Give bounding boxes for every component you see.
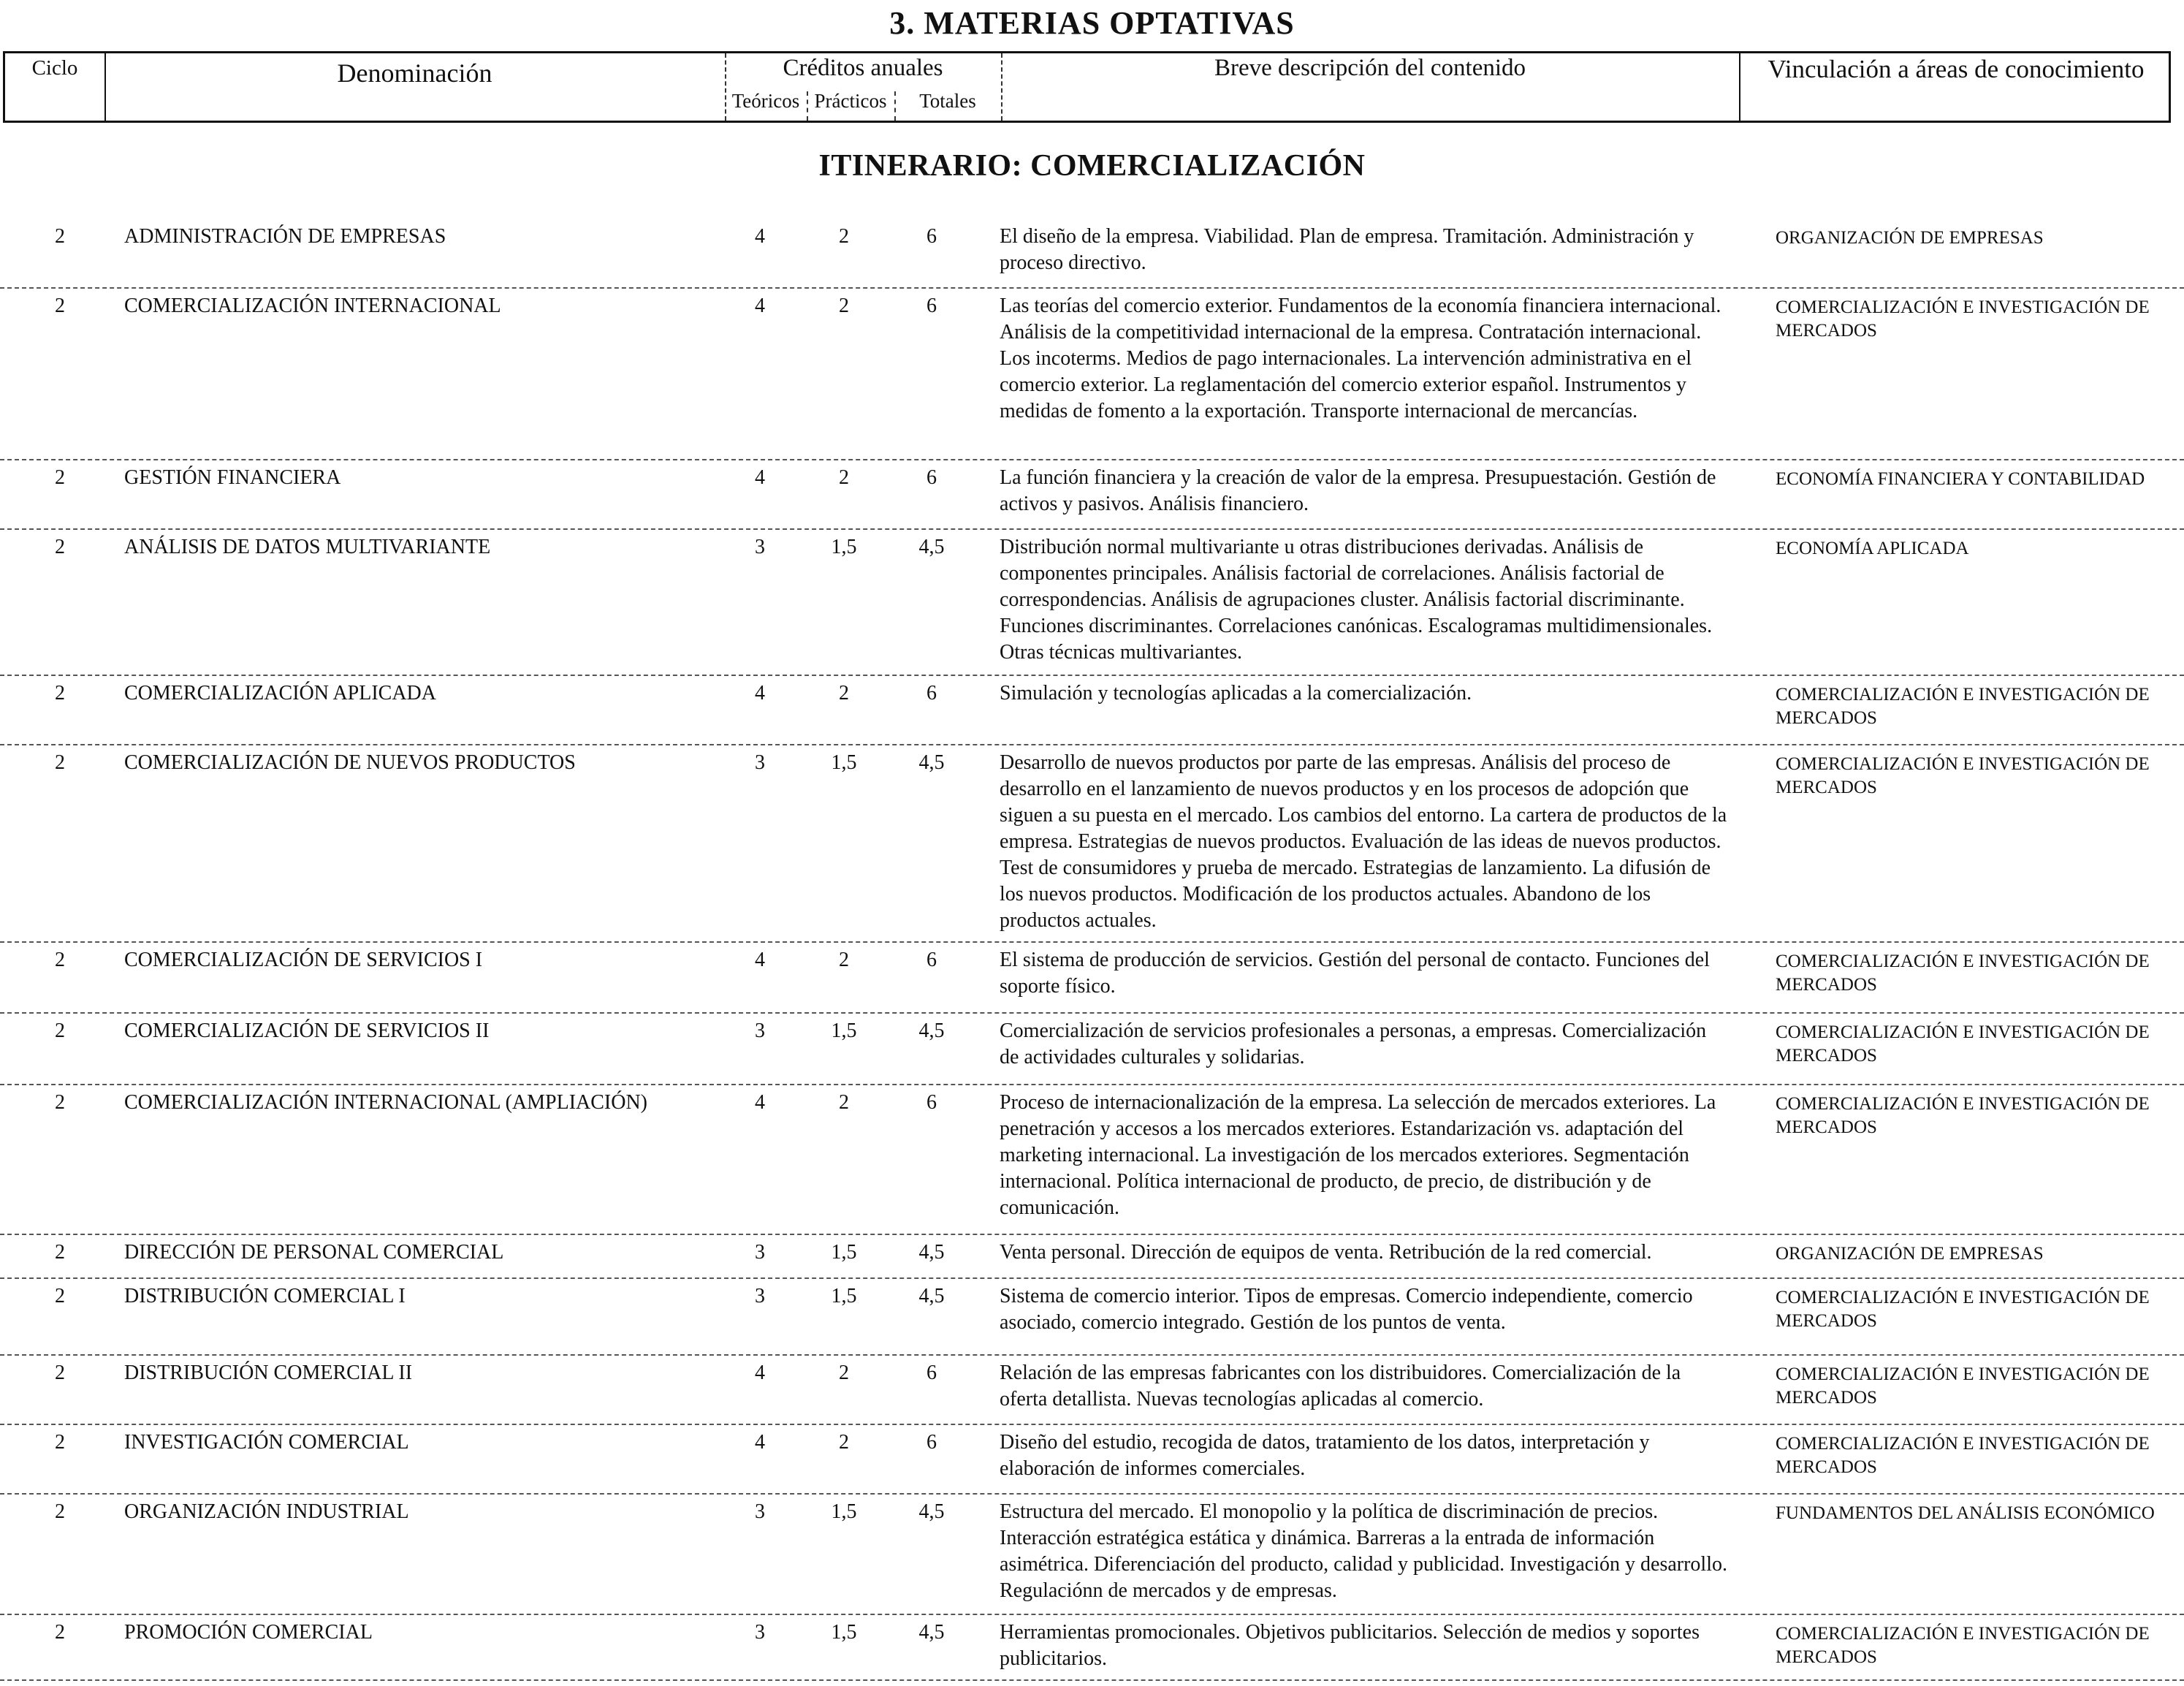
row-denominacion: COMERCIALIZACIÓN INTERNACIONAL	[124, 295, 501, 317]
row-creditos-practicos: 2	[839, 949, 849, 971]
row-creditos-totales: 4,5	[918, 1285, 945, 1307]
row-creditos-teoricos: 3	[755, 1285, 765, 1307]
row-creditos-teoricos: 3	[755, 751, 765, 774]
row-ciclo: 2	[55, 751, 65, 774]
row-creditos-totales: 6	[927, 682, 937, 705]
row-creditos-teoricos: 3	[755, 1241, 765, 1264]
row-descripcion: Diseño del estudio, recogida de datos, tratamiento de los datos, interpretación y elaboración de informes comerciales.	[1000, 1431, 1650, 1480]
row-denominacion: COMERCIALIZACIÓN APLICADA	[124, 682, 436, 705]
row-descripcion: Venta personal. Dirección de equipos de venta. Retribución de la red comercial.	[1000, 1241, 1652, 1264]
header-creditos: Créditos anuales	[783, 55, 943, 81]
row-creditos-practicos: 2	[839, 1091, 849, 1114]
row-creditos-totales: 6	[927, 466, 937, 489]
row-area-conocimiento: COMERCIALIZACIÓN E INVESTIGACIÓN DE MERCADOS	[1776, 1434, 2150, 1477]
page-title: 3. MATERIAS OPTATIVAS	[889, 5, 1295, 41]
row-ciclo: 2	[55, 949, 65, 971]
row-ciclo: 2	[55, 466, 65, 489]
row-creditos-teoricos: 4	[755, 1431, 765, 1454]
header-totales: Totales	[919, 90, 976, 112]
table-row	[0, 1014, 2184, 1085]
row-ciclo: 2	[55, 225, 65, 248]
table-row	[0, 1085, 2184, 1235]
table-row	[0, 1615, 2184, 1681]
row-creditos-teoricos: 4	[755, 466, 765, 489]
row-descripcion: El diseño de la empresa. Viabilidad. Plan de empresa. Tramitación. Administración y proceso directivo.	[1000, 225, 1694, 274]
row-denominacion: DIRECCIÓN DE PERSONAL COMERCIAL	[124, 1241, 504, 1264]
row-creditos-teoricos: 4	[755, 1091, 765, 1114]
row-creditos-practicos: 1,5	[831, 1285, 857, 1307]
row-area-conocimiento: COMERCIALIZACIÓN E INVESTIGACIÓN DE MERCADOS	[1776, 1288, 2150, 1331]
header-ciclo: Ciclo	[31, 56, 78, 80]
row-descripcion: Relación de las empresas fabricantes con los distribuidores. Comercialización de la oferta detallista. Nuevas tecnologías aplicadas al comercio.	[1000, 1362, 1681, 1410]
row-ciclo: 2	[55, 1431, 65, 1454]
row-creditos-totales: 4,5	[918, 1241, 945, 1264]
row-creditos-practicos: 2	[839, 1431, 849, 1454]
row-creditos-totales: 6	[927, 949, 937, 971]
row-creditos-teoricos: 3	[755, 536, 765, 558]
row-ciclo: 2	[55, 295, 65, 317]
table-row	[0, 219, 2184, 289]
row-creditos-practicos: 1,5	[831, 751, 857, 774]
row-creditos-totales: 6	[927, 1431, 937, 1454]
row-creditos-teoricos: 4	[755, 682, 765, 705]
row-creditos-totales: 6	[927, 295, 937, 317]
row-creditos-practicos: 1,5	[831, 1241, 857, 1264]
row-ciclo: 2	[55, 682, 65, 705]
row-creditos-practicos: 2	[839, 1362, 849, 1384]
row-creditos-teoricos: 4	[755, 949, 765, 971]
row-denominacion: INVESTIGACIÓN COMERCIAL	[124, 1431, 409, 1454]
header-descripcion: Breve descripción del contenido	[1214, 55, 1526, 81]
row-creditos-teoricos: 3	[755, 1019, 765, 1042]
table-row	[0, 1356, 2184, 1425]
row-area-conocimiento: COMERCIALIZACIÓN E INVESTIGACIÓN DE MERCADOS	[1776, 1364, 2150, 1408]
table-header	[3, 51, 2171, 123]
row-creditos-practicos: 1,5	[831, 1019, 857, 1042]
row-area-conocimiento: COMERCIALIZACIÓN E INVESTIGACIÓN DE MERCADOS	[1776, 1094, 2150, 1137]
row-area-conocimiento: ORGANIZACIÓN DE EMPRESAS	[1776, 228, 2044, 248]
row-descripcion: Sistema de comercio interior. Tipos de empresas. Comercio independiente, comercio asociado, comercio integrado. Gestión de los puntos de venta.	[1000, 1285, 1693, 1334]
table-row	[0, 530, 2184, 676]
row-descripcion: Herramientas promocionales. Objetivos publicitarios. Selección de medios y soportes publicitarios.	[1000, 1621, 1700, 1670]
row-creditos-teoricos: 4	[755, 225, 765, 248]
row-descripcion: Distribución normal multivariante u otras distribuciones derivadas. Análisis de componentes principales. Análisis factorial de correlaciones. Análisis factorial de correspondencias. Análisis de agrupaciones cluster. Análisis factorial discriminante. Funciones discriminantes. Correlaciones canónicas. Escalogramas multidimensionales. Otras técnicas multivariantes.	[1000, 536, 1713, 664]
row-creditos-totales: 6	[927, 1091, 937, 1114]
table-row	[0, 1279, 2184, 1356]
table-row	[0, 676, 2184, 745]
row-creditos-totales: 4,5	[918, 1500, 945, 1523]
table-row	[0, 460, 2184, 530]
row-creditos-teoricos: 3	[755, 1500, 765, 1523]
row-denominacion: DISTRIBUCIÓN COMERCIAL II	[124, 1362, 413, 1384]
header-vinculacion: Vinculación a áreas de conocimiento	[1768, 55, 2145, 83]
row-area-conocimiento: ECONOMÍA FINANCIERA Y CONTABILIDAD	[1776, 469, 2145, 489]
row-creditos-practicos: 2	[839, 682, 849, 705]
row-creditos-practicos: 1,5	[831, 1500, 857, 1523]
row-denominacion: COMERCIALIZACIÓN DE NUEVOS PRODUCTOS	[124, 751, 576, 774]
row-denominacion: COMERCIALIZACIÓN DE SERVICIOS II	[124, 1019, 490, 1042]
row-creditos-teoricos: 4	[755, 295, 765, 317]
row-area-conocimiento: COMERCIALIZACIÓN E INVESTIGACIÓN DE MERCADOS	[1776, 754, 2150, 797]
row-ciclo: 2	[55, 1241, 65, 1264]
row-area-conocimiento: COMERCIALIZACIÓN E INVESTIGACIÓN DE MERCADOS	[1776, 685, 2150, 728]
row-creditos-totales: 4,5	[918, 1019, 945, 1042]
table-row	[0, 289, 2184, 460]
row-descripcion: Simulación y tecnologías aplicadas a la comercialización.	[1000, 682, 1472, 705]
row-creditos-practicos: 2	[839, 466, 849, 489]
section-title: ITINERARIO: COMERCIALIZACIÓN	[818, 149, 1366, 183]
row-ciclo: 2	[55, 1500, 65, 1523]
table-row	[0, 1235, 2184, 1279]
row-denominacion: ORGANIZACIÓN INDUSTRIAL	[124, 1500, 409, 1523]
row-area-conocimiento: ECONOMÍA APLICADA	[1776, 539, 1969, 558]
row-denominacion: DISTRIBUCIÓN COMERCIAL I	[124, 1285, 406, 1307]
row-creditos-practicos: 2	[839, 295, 849, 317]
row-ciclo: 2	[55, 1019, 65, 1042]
row-descripcion: El sistema de producción de servicios. Gestión del personal de contacto. Funciones del soporte físico.	[1000, 949, 1710, 998]
row-descripcion: Las teorías del comercio exterior. Fundamentos de la economía financiera internacional. Análisis de la competitividad internacional de la empresa. Contratación internacional. Los incoterms. Medios de pago internacionales. La intervención administrativa en el comercio exterior. La reglamentación del comercio exterior español. Instrumentos y medidas de fomento a la exportación. Transporte internacional de mercancías.	[1000, 295, 1721, 422]
header-denominacion: Denominación	[337, 58, 492, 88]
row-descripcion: La función financiera y la creación de valor de la empresa. Presupuestación. Gestión de activos y pasivos. Análisis financiero.	[1000, 466, 1716, 515]
row-denominacion: COMERCIALIZACIÓN DE SERVICIOS I	[124, 949, 483, 971]
row-descripcion: Proceso de internacionalización de la empresa. La selección de mercados exteriores. La penetración y accesos a los mercados exteriores. Estandarización vs. adaptación del marketing internacional. La investigación de los mercados exteriores. Segmentación internacional. Política internacional de producto, de precio, de distribución y de comunicación.	[1000, 1091, 1716, 1219]
row-ciclo: 2	[55, 536, 65, 558]
row-area-conocimiento: COMERCIALIZACIÓN E INVESTIGACIÓN DE MERCADOS	[1776, 297, 2150, 341]
row-area-conocimiento: COMERCIALIZACIÓN E INVESTIGACIÓN DE MERCADOS	[1776, 1022, 2150, 1066]
row-denominacion: ANÁLISIS DE DATOS MULTIVARIANTE	[124, 536, 491, 558]
row-creditos-totales: 6	[927, 225, 937, 248]
row-denominacion: COMERCIALIZACIÓN INTERNACIONAL (AMPLIACIÓN)	[124, 1091, 648, 1114]
table-row	[0, 1425, 2184, 1495]
row-creditos-totales: 4,5	[918, 1621, 945, 1644]
row-descripcion: Comercialización de servicios profesionales a personas, a empresas. Comercialización de actividades culturales y solidarias.	[1000, 1019, 1707, 1068]
row-creditos-practicos: 1,5	[831, 1621, 857, 1644]
row-creditos-totales: 4,5	[918, 536, 945, 558]
row-ciclo: 2	[55, 1091, 65, 1114]
table-row	[0, 943, 2184, 1014]
row-creditos-practicos: 2	[839, 225, 849, 248]
row-creditos-teoricos: 3	[755, 1621, 765, 1644]
row-descripcion: Desarrollo de nuevos productos por parte de las empresas. Análisis del proceso de desarrollo en el lanzamiento de nuevos productos y en los procesos de adopción que siguen a su puesta en el mercado. Los cambios del entorno. La cartera de productos de la empresa. Estrategias de nuevos productos. Evaluación de las ideas de nuevos productos. Test de consumidores y prueba de mercado. Estrategias de lanzamiento. La difusión de los nuevos productos. Modificación de los productos actuales. Abandono de los productos actuales.	[1000, 751, 1727, 932]
row-denominacion: ADMINISTRACIÓN DE EMPRESAS	[124, 225, 446, 248]
row-area-conocimiento: COMERCIALIZACIÓN E INVESTIGACIÓN DE MERCADOS	[1776, 1624, 2150, 1667]
row-ciclo: 2	[55, 1285, 65, 1307]
table-row	[0, 745, 2184, 943]
row-creditos-totales: 6	[927, 1362, 937, 1384]
row-area-conocimiento: COMERCIALIZACIÓN E INVESTIGACIÓN DE MERCADOS	[1776, 952, 2150, 995]
row-area-conocimiento: FUNDAMENTOS DEL ANÁLISIS ECONÓMICO	[1776, 1503, 2155, 1523]
row-denominacion: PROMOCIÓN COMERCIAL	[124, 1621, 373, 1644]
row-ciclo: 2	[55, 1362, 65, 1384]
row-creditos-practicos: 1,5	[831, 536, 857, 558]
row-creditos-teoricos: 4	[755, 1362, 765, 1384]
row-descripcion: Estructura del mercado. El monopolio y la política de discriminación de precios. Interacción estratégica estática y dinámica. Barreras a la entrada de información asimétrica. Diferenciación del producto, calidad y publicidad. Investigación y desarrollo. Regulaciónn de mercados y de empresas.	[1000, 1500, 1727, 1602]
row-creditos-totales: 4,5	[918, 751, 945, 774]
row-area-conocimiento: ORGANIZACIÓN DE EMPRESAS	[1776, 1244, 2044, 1264]
row-ciclo: 2	[55, 1621, 65, 1644]
row-denominacion: GESTIÓN FINANCIERA	[124, 466, 341, 489]
table-row	[0, 1495, 2184, 1615]
header-practicos: Prácticos	[814, 90, 887, 112]
header-teoricos: Teóricos	[731, 90, 800, 112]
